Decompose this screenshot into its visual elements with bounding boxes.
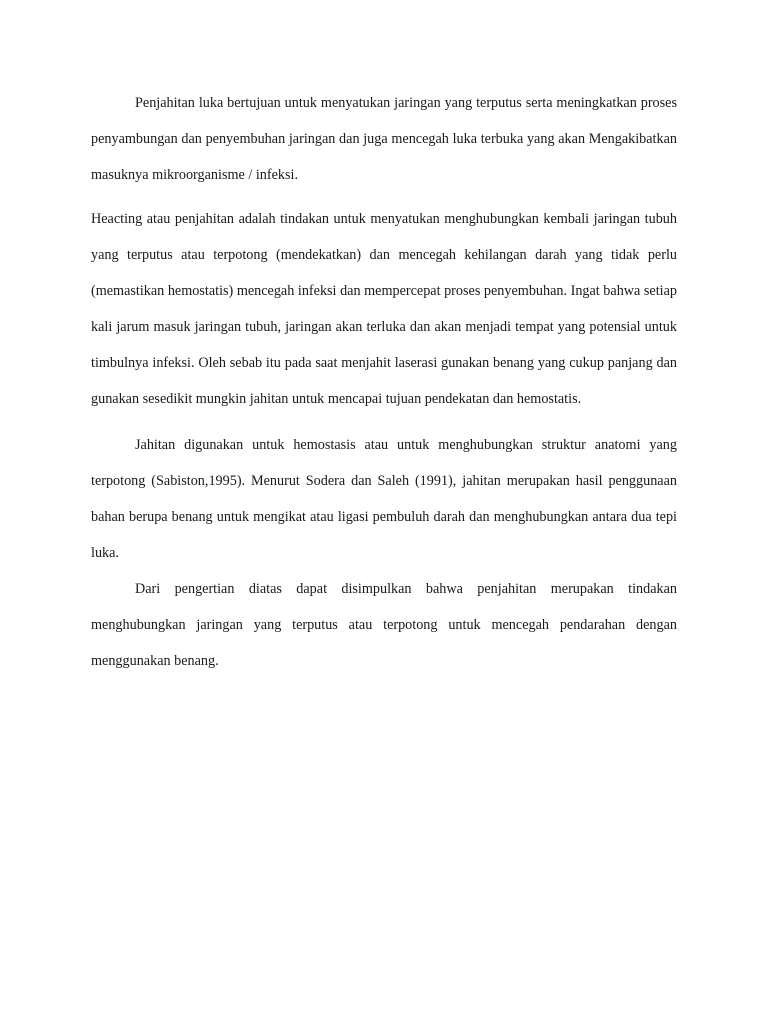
paragraph-1: Penjahitan luka bertujuan untuk menyatukan jaringan yang terputus serta meningkatkan proses penyambungan dan penyembuhan jaringan dan juga mencegah luka terbuka yang akan Mengakibatkan masuknya mikroorganisme / infeksi. (91, 95, 677, 183)
paragraph-3: Jahitan digunakan untuk hemostasis atau untuk menghubungkan struktur anatomi yang terpotong (Sabiston,1995). Menurut Sodera dan Saleh (1991), jahitan merupakan hasil penggunaan bahan berupa benang untuk mengikat atau ligasi pembuluh darah dan menghubungkan antara dua tepi luka. (91, 437, 677, 561)
paragraph-4: Dari pengertian diatas dapat disimpulkan bahwa penjahitan merupakan tindakan menghubungkan jaringan yang terputus atau terpotong untuk mencegah pendarahan dengan menggunakan benang. (91, 581, 677, 669)
paragraph-2: Heacting atau penjahitan adalah tindakan untuk menyatukan menghubungkan kembali jaringan tubuh yang terputus atau terpotong (mendekatkan) dan mencegah kehilangan darah yang tidak perlu (memastikan hemostatis) mencegah infeksi dan mempercepat proses penyembuhan. Ingat bahwa setiap kali jarum masuk jaringan tubuh, jaringan akan terluka dan akan menjadi tempat yang potensial untuk timbulnya infeksi. Oleh sebab itu pada saat menjahit laserasi gunakan benang yang cukup panjang dan gunakan sesedikit mungkin jahitan untuk mencapai tujuan pendekatan dan hemostatis. (91, 211, 677, 407)
document-body (91, 85, 677, 679)
